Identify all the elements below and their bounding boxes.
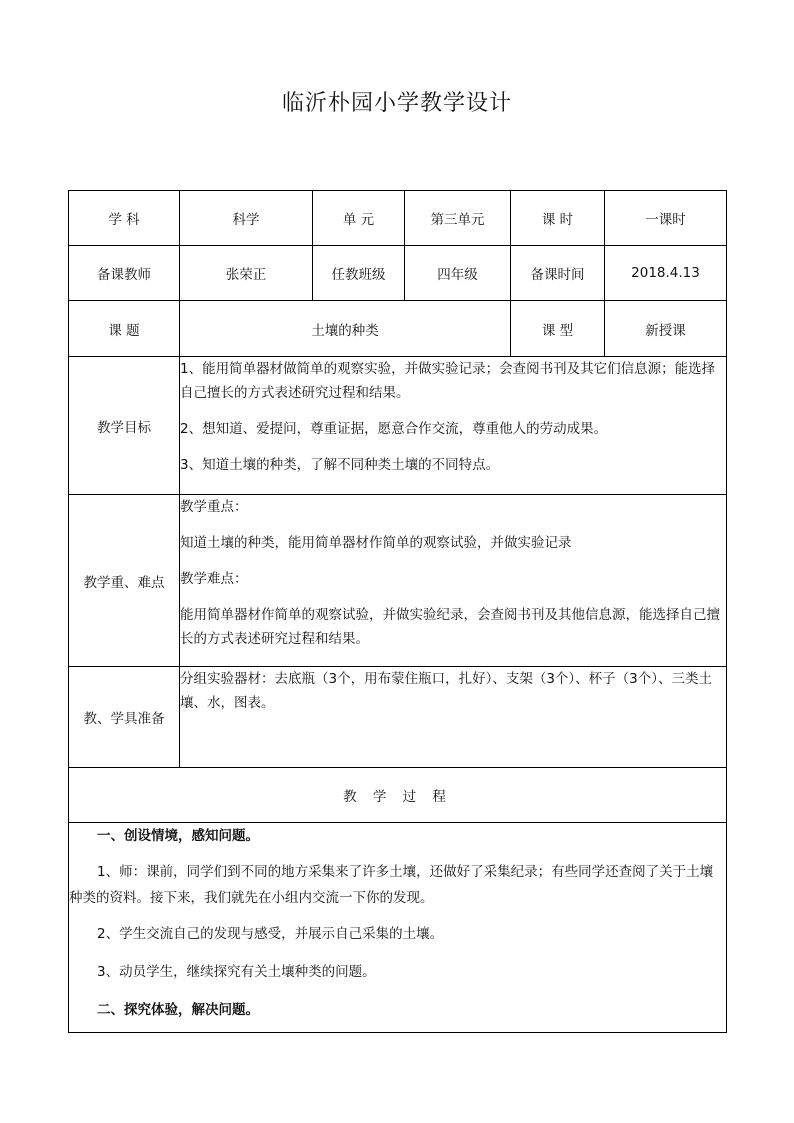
class-value: 四年级: [405, 246, 511, 301]
table-row: [69, 768, 727, 823]
process-item: 2、学生交流自己的发现与感受，并展示自己采集的土壤。: [97, 926, 444, 942]
goal-item: 1、能用简单器材做简单的观察实验，并做实验记录；会查阅书刊及其它们信息源；能选择自己擅长的方式表述研究过程和结果。: [180, 361, 716, 401]
process-item: 3、动员学生，继续探究有关土壤种类的问题。: [97, 964, 376, 980]
difficult-title: 教学难点：: [180, 571, 248, 587]
goals-content: [180, 357, 727, 495]
materials-content: [180, 667, 727, 768]
teacher-value: 张荣正: [180, 246, 313, 301]
section-title: 二、探究体验，解决问题。: [97, 1002, 259, 1018]
goal-item: 2、想知道、爱提问，尊重证据，愿意合作交流，尊重他人的劳动成果。: [180, 421, 608, 437]
type-label: 课 型: [511, 301, 605, 357]
table-row: [69, 357, 727, 495]
class-label: 任教班级: [313, 246, 405, 301]
unit-label: 单 元: [313, 191, 405, 246]
goal-item: 3、知道土壤的种类，了解不同种类土壤的不同特点。: [180, 457, 500, 473]
topic-value: 土壤的种类: [180, 301, 511, 357]
materials-label: 教、学具准备: [69, 667, 180, 768]
subject-label: 学 科: [69, 191, 180, 246]
page-title: 临沂朴园小学教学设计: [281, 91, 512, 116]
period-value: 一课时: [605, 191, 727, 246]
key-points-label: 教学重、难点: [69, 495, 180, 667]
table-row: [69, 301, 727, 357]
table-row: [69, 495, 727, 667]
prep-time-value: 2018.4.13: [605, 246, 727, 301]
period-label: 课 时: [511, 191, 605, 246]
difficult-text: 能用简单器材作简单的观察试验，并做实验纪录，会查阅书刊及其他信息源，能选择自己擅长的方式表述研究过程和结果。: [180, 607, 720, 647]
type-value: 新授课: [605, 301, 727, 357]
prep-time-label: 备课时间: [511, 246, 605, 301]
key-title: 教学重点：: [180, 499, 248, 515]
lesson-plan-table: [68, 190, 727, 1033]
materials-text: 分组实验器材：去底瓶（3个，用布蒙住瓶口，扎好）、支架（3个）、杯子（3个）、三类土壤、水，图表。: [180, 671, 713, 711]
table-row: [69, 191, 727, 246]
process-item: 1、师：课前，同学们到不同的地方采集来了许多土壤，还做好了采集纪录；有些同学还查阅了关于土壤种类的资料。接下来，我们就先在小组内交流一下你的发现。: [69, 864, 714, 906]
table-row: [69, 246, 727, 301]
unit-value: 第三单元: [405, 191, 511, 246]
key-text: 知道土壤的种类，能用简单器材作简单的观察试验，并做实验记录: [180, 535, 572, 551]
topic-label: 课 题: [69, 301, 180, 357]
subject-value: 科学: [180, 191, 313, 246]
table-row: [69, 667, 727, 768]
process-content: [69, 823, 727, 1033]
goals-label: 教学目标: [69, 357, 180, 495]
key-points-content: [180, 495, 727, 667]
section-title: 一、创设情境，感知问题。: [97, 828, 259, 844]
process-heading: 教 学 过 程: [69, 768, 727, 823]
teacher-label: 备课教师: [69, 246, 180, 301]
table-row: [69, 823, 727, 1033]
